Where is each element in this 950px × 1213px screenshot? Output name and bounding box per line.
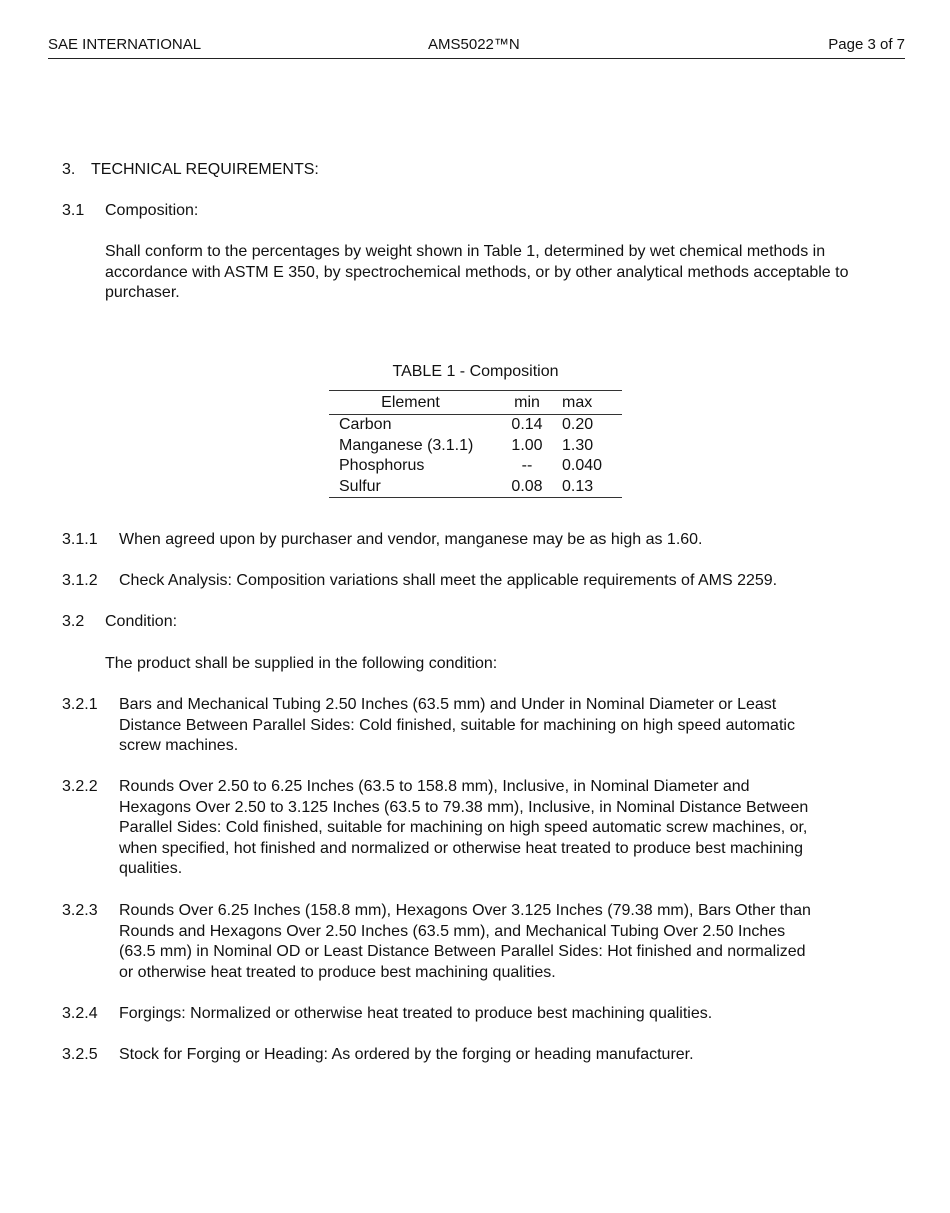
section-3-2-5 [62,1045,902,1066]
text-line: Hexagons Over 2.50 to 3.125 Inches (63.5 to 79.38 mm), Inclusive, in Nominal Distance Between [119,798,809,816]
text-line: or otherwise heat treated to produce best machining qualities. [119,963,556,981]
cell-element: Carbon [339,416,392,433]
header-org: SAE INTERNATIONAL [48,36,202,53]
cell-max: 0.040 [562,457,603,475]
section-3-2-4-number: 3.2.4 [62,1005,98,1022]
section-3-2-5-number: 3.2.5 [62,1046,98,1063]
section-3-2-2-number: 3.2.2 [62,778,98,795]
section-3-1-2-number: 3.1.2 [62,572,98,589]
col-header-max: max [562,391,622,415]
cell-element: Phosphorus [339,457,425,475]
section-3-1-2 [62,571,902,592]
section-3-1-1-number: 3.1.1 [62,531,98,548]
header-doc-id: AMS5022™N [428,36,520,53]
section-3-2-heading [62,612,178,633]
text-line: Rounds Over 2.50 to 6.25 Inches (63.5 to 158.8 mm), Inclusive, in Nominal Diameter and [119,778,750,795]
text-line: Distance Between Parallel Sides: Cold finished, suitable for machining on high speed automatic [119,716,795,734]
cell-min: 1.00 [511,436,543,454]
section-3-1-1 [62,530,902,551]
section-3-2-title: Condition: [105,613,178,630]
text-line: when specified, hot finished and normalized or otherwise heat treated to produce best machining [119,839,803,857]
text-line: Bars and Mechanical Tubing 2.50 Inches (63.5 mm) and Under in Nominal Diameter or Least [119,696,777,713]
composition-table-block [329,362,622,498]
table-header-row [329,391,622,415]
section-3-1-number: 3.1 [62,202,85,219]
cell-max: 0.20 [562,416,594,433]
cell-min: 0.14 [511,416,543,433]
section-3-1-title: Composition: [105,202,199,219]
section-3-2-2-text [119,777,808,880]
section-3-2-4-text: Forgings: Normalized or otherwise heat treated to produce best machining qualities. [119,1005,713,1022]
section-3-number: 3. [62,161,76,178]
table-row [329,477,622,498]
section-3-1-heading [62,201,199,222]
section-3-2-number: 3.2 [62,613,85,630]
col-header-min: min [492,391,562,415]
text-line: screw machines. [119,737,239,755]
section-3-title: TECHNICAL REQUIREMENTS: [91,161,319,178]
section-3-1-2-text: Check Analysis: Composition variations shall meet the applicable requirements of AMS 2259. [119,572,778,589]
section-3-1-body: Shall conform to the percentages by weight shown in Table 1, determined by wet chemical methods in accordance with ASTM E 350, by spectrochemical methods, or by other analytical methods acceptable to purchaser. [105,243,849,302]
table-row [329,415,622,436]
cell-min: -- [521,457,533,475]
section-3-2-1-number: 3.2.1 [62,696,98,713]
text-line: qualities. [119,860,183,878]
text-line: Parallel Sides: Cold finished, suitable for machining on high speed automatic screw machines, or, [119,819,808,837]
table-1-title: TABLE 1 - Composition [392,363,559,380]
section-3-heading [62,160,319,181]
table-row [329,456,622,477]
text-line: (63.5 mm) in Nominal OD or Least Distance Between Parallel Sides: Hot finished and normalized [119,943,806,961]
page-header [48,36,905,59]
section-3-2-body: The product shall be supplied in the following condition: [105,655,498,672]
section-3-2-3-text [119,901,811,983]
section-3-2-5-text: Stock for Forging or Heading: As ordered by the forging or heading manufacturer. [119,1046,694,1063]
text-line: Rounds Over 6.25 Inches (158.8 mm), Hexagons Over 3.125 Inches (79.38 mm), Bars Other than [119,902,811,919]
cell-element: Manganese (3.1.1) [339,436,474,454]
cell-element: Sulfur [339,477,381,495]
header-page-number: Page 3 of 7 [828,36,905,53]
text-line: Rounds and Hexagons Over 2.50 Inches (63.5 mm), and Mechanical Tubing Over 2.50 Inches [119,922,786,940]
cell-max: 1.30 [562,436,594,454]
section-3-2-4 [62,1004,902,1025]
composition-table [329,390,622,498]
table-row [329,436,622,457]
section-3-2-1-text [119,695,795,757]
col-header-element: Element [329,391,492,415]
section-3-1-1-text: When agreed upon by purchaser and vendor, manganese may be as high as 1.60. [119,531,703,548]
cell-max: 0.13 [562,477,594,495]
cell-min: 0.08 [511,477,543,495]
section-3-2-3-number: 3.2.3 [62,902,98,919]
